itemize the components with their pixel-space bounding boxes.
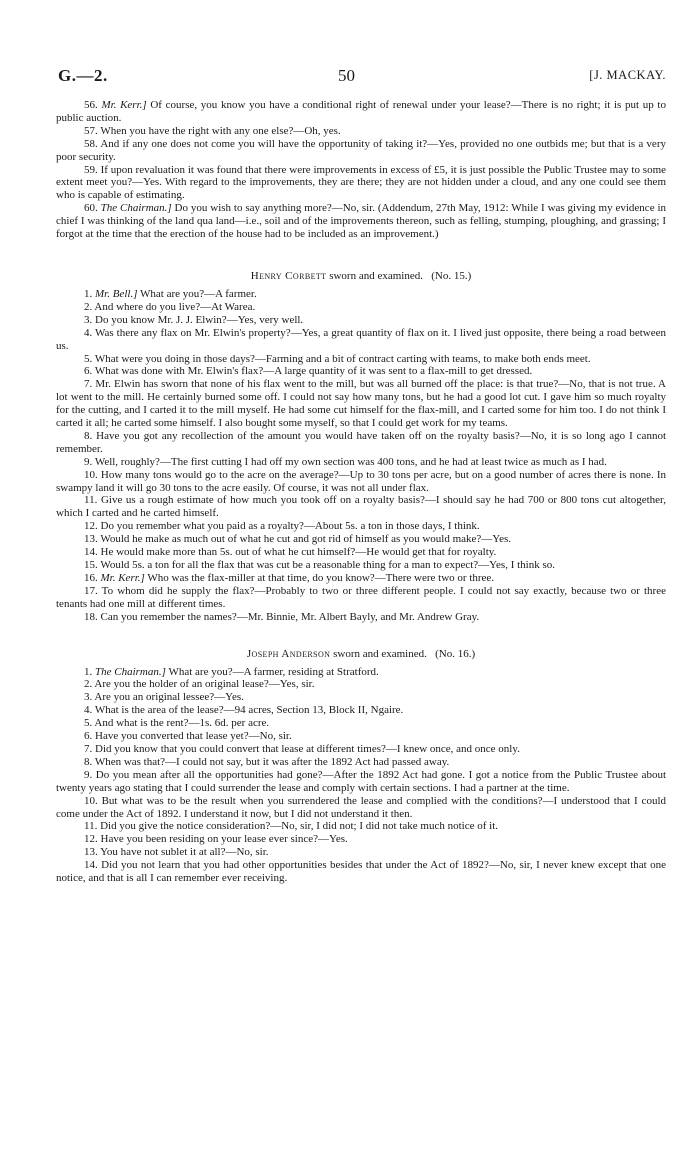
testimony-paragraph	[56, 795, 666, 821]
question-answer-text: What were you doing in those days?—Farming and a bit of contract carting with teams, to make both ends meet.	[94, 352, 591, 365]
question-answer-text: But what was to be the result when you surrendered the lease and complied with the conditions?—I understood that I could come under the Act of 1892. I understand it now, but I did not understand it then.	[56, 794, 666, 820]
title-text: sworn and examined.	[330, 647, 427, 660]
question-answer-text: Did you know that you could convert that lease at different times?—I knew once, and once only.	[95, 742, 520, 755]
page-header	[56, 66, 666, 96]
testimony-paragraph	[56, 430, 666, 456]
question-answer-text: How many tons would go to the acre on the average?—Up to 30 tons per acre, but on a good number of acres there is none. In swampy land it will go 30 tons to the acre easily. Of course, it was not all under flax.	[56, 468, 667, 494]
testimony-paragraph	[56, 859, 666, 885]
testimony-paragraph	[56, 704, 666, 717]
question-number: 12.	[84, 520, 98, 533]
question-answer-text: To whom did he supply the flax?—Probably to two or three different people. I could not say exactly, because two or three tenants had one mill at different times.	[56, 584, 666, 610]
title-text: sworn and examined.	[326, 269, 423, 282]
question-answer-text: Mr. Elwin has sworn that none of his flax went to the mill, but was all burned off the place: is that true?—No, that is not true. A lot went to the mill. He certainly burned some off. I could not say how many tons, but he had a good lot cut. I gave him so much royalty for the cutting, and I carted it to the mill myself. He had some cut himself for the flax-mill, and I carted some for him too. I do not think I carted it all; he carted some himself. I also bought some myself, so that I could get work for my teams.	[56, 378, 667, 430]
question-answer-text: Did you give the notice consideration?—No, sir, I did not; I did not take much notice of it.	[100, 820, 499, 833]
page-number: 50	[338, 66, 355, 85]
testimony-paragraph	[56, 365, 666, 378]
section-mackay-continued	[56, 99, 666, 241]
question-number: 8.	[84, 755, 93, 768]
testimony-paragraph	[56, 353, 666, 366]
testimony-paragraph	[56, 666, 666, 679]
question-answer-text: Have you converted that lease yet?—No, sir.	[95, 730, 292, 743]
question-number: 13.	[84, 846, 98, 859]
testimony-paragraph	[56, 327, 666, 353]
testimony-paragraph	[56, 202, 666, 241]
testimony-paragraph	[56, 559, 666, 572]
speaker-name: Mr. Kerr.]	[100, 571, 145, 584]
testimony-paragraph	[56, 717, 666, 730]
question-answer-text: Do you know Mr. J. J. Elwin?—Yes, very well.	[95, 313, 304, 326]
witness-header: [J. MACKAY.	[589, 68, 666, 82]
question-number: 6.	[84, 365, 93, 378]
question-answer-text: Do you remember what you paid as a royalty?—About 5s. a ton in those days, I think.	[100, 520, 480, 533]
testimony-paragraph	[56, 546, 666, 559]
question-number: 7.	[84, 378, 93, 391]
question-number: 14.	[84, 546, 98, 559]
question-answer-text: Was there any flax on Mr. Elwin's property?—Yes, a great quantity of flax on it. I lived just opposite, there being a road between us.	[56, 326, 666, 352]
question-answer-text: Well, roughly?—The first cutting I had off my own section was 400 tons, and he had at least twice as much as I had.	[94, 455, 607, 468]
question-number: 10.	[84, 794, 98, 807]
question-number: 2.	[84, 300, 93, 313]
question-number: 13.	[84, 533, 98, 546]
testimony-paragraph	[56, 730, 666, 743]
testimony-paragraph	[56, 494, 666, 520]
question-number: 15.	[84, 559, 98, 571]
question-answer-text: When you have the right with any one else?—Oh, yes.	[100, 124, 341, 137]
testimony-paragraph	[56, 833, 666, 846]
question-answer-text: Are you the holder of an original lease?—Yes, sir.	[94, 678, 315, 691]
section-anderson-testimony	[56, 666, 666, 885]
question-number: 9.	[84, 455, 93, 468]
question-answer-text: Are you an original lessee?—Yes.	[94, 691, 244, 704]
question-number: 11.	[84, 494, 98, 507]
question-answer-text: And what is the rent?—1s. 6d. per acre.	[94, 717, 270, 730]
question-number: 9.	[84, 768, 93, 781]
witness-number: (No. 15.)	[431, 269, 472, 282]
question-number: 5.	[84, 352, 93, 365]
question-answer-text: Who was the flax-miller at that time, do you know?—There were two or three.	[144, 571, 495, 584]
question-number: 8.	[84, 429, 93, 442]
question-answer-text: What is the area of the lease?—94 acres, Section 13, Block II, Ngaire.	[94, 704, 404, 717]
testimony-paragraph	[56, 301, 666, 314]
testimony-paragraph	[56, 314, 666, 327]
question-number: 11.	[84, 820, 98, 833]
question-number: 3.	[84, 691, 93, 704]
question-number: 57.	[84, 124, 98, 137]
witness-number: (No. 16.)	[435, 647, 476, 660]
section-title-anderson	[56, 648, 666, 661]
testimony-paragraph	[56, 585, 666, 611]
question-number: 10.	[84, 468, 98, 481]
speaker-name: The Chairman.]	[100, 202, 172, 215]
testimony-paragraph	[56, 533, 666, 546]
question-answer-text: When was that?—I could not say, but it was after the 1892 Act had passed away.	[94, 755, 450, 768]
testimony-paragraph	[56, 164, 666, 203]
section-title-corbett	[56, 270, 666, 283]
testimony-paragraph	[56, 469, 666, 495]
question-answer-text: Of course, you know you have a conditional right of renewal under your lease?—There is no right; it is put up to public auction.	[56, 99, 666, 124]
testimony-paragraph	[56, 678, 666, 691]
question-number: 18.	[84, 610, 98, 623]
testimony-paragraph	[56, 769, 666, 795]
speaker-name: Mr. Kerr.]	[101, 99, 147, 111]
section-corbett-testimony	[56, 288, 666, 624]
question-answer-text: Would he make as much out of what he cut and got rid of himself as you would make?—Yes.	[100, 533, 512, 546]
question-answer-text: What are you?—A farmer.	[137, 287, 257, 300]
testimony-paragraph	[56, 756, 666, 769]
question-answer-text: You have not sublet it at all?—No, sir.	[100, 846, 269, 859]
document-reference: G.—2.	[58, 66, 108, 85]
question-answer-text: He would make more than 5s. out of what he cut himself?—He would get that for royalty.	[100, 546, 497, 559]
question-answer-text: Give us a rough estimate of how much you took off on a royalty basis?—I should say he had 700 or 800 tons cut altogether, which I carted and he carted himself.	[56, 494, 667, 520]
speaker-name: Mr. Bell.]	[95, 287, 138, 300]
question-answer-text: Do you wish to say anything more?—No, sir. (Addendum, 27th May, 1912: While I was giving my evidence in chief I was thinking of the land qua land—i.e., soil and of the improvements thereon, such as felling, stumping, ploughing, and grassing; I forgot at the time that the erection of the house had to be included as an improvement.)	[56, 202, 667, 241]
question-number: 4.	[84, 326, 93, 339]
question-number: 14.	[84, 859, 98, 872]
witness-name: Henry Corbett	[250, 269, 327, 282]
question-number: 6.	[84, 730, 93, 743]
question-answer-text: Would 5s. a ton for all the flax that was cut be a reasonable thing for a man to expect?—Yes, I think so.	[100, 559, 555, 571]
testimony-paragraph	[56, 743, 666, 756]
question-number: 2.	[84, 678, 93, 691]
question-answer-text: Did you not learn that you had other opportunities besides that under the Act of 1892?—No, sir, I never knew except that one notice, and that is all I can remember ever receiving.	[56, 859, 666, 885]
testimony-paragraph	[56, 99, 666, 125]
question-answer-text: What are you?—A farmer, residing at Stratford.	[165, 665, 379, 678]
testimony-paragraph	[56, 611, 666, 624]
question-answer-text: And where do you live?—At Warea.	[94, 300, 256, 313]
testimony-paragraph	[56, 820, 666, 833]
testimony-paragraph	[56, 456, 666, 469]
question-answer-text: Have you been residing on your lease ever since?—Yes.	[100, 833, 348, 846]
question-number: 1.	[84, 287, 93, 300]
question-answer-text: Have you got any recollection of the amount you would have taken off on the royalty basis?—No, it is so long ago I cannot remember.	[56, 429, 666, 455]
speaker-name: The Chairman.]	[95, 665, 166, 678]
question-number: 12.	[84, 833, 98, 846]
testimony-paragraph	[56, 288, 666, 301]
testimony-paragraph	[56, 846, 666, 859]
question-number: 3.	[84, 313, 93, 326]
document-page	[56, 66, 666, 885]
question-number: 16.	[84, 571, 98, 584]
question-answer-text: Can you remember the names?—Mr. Binnie, Mr. Albert Bayly, and Mr. Andrew Gray.	[100, 610, 480, 623]
question-answer-text: And if any one does not come you will have the opportunity of taking it?—Yes, provided no one outbids me; but that is a very poor security.	[56, 137, 666, 163]
testimony-paragraph	[56, 125, 666, 138]
testimony-paragraph	[56, 138, 666, 164]
question-number: 58.	[84, 137, 98, 150]
testimony-paragraph	[56, 378, 666, 430]
question-number: 7.	[84, 742, 93, 755]
question-number: 60.	[84, 202, 98, 215]
question-number: 17.	[84, 584, 98, 597]
question-number: 59.	[84, 163, 98, 176]
question-number: 4.	[84, 704, 93, 717]
testimony-paragraph	[56, 572, 666, 585]
question-number: 1.	[84, 665, 93, 678]
testimony-paragraph	[56, 691, 666, 704]
question-answer-text: What was done with Mr. Elwin's flax?—A large quantity of it was sent to a flax-mill to get dressed.	[94, 365, 533, 378]
question-number: 56.	[84, 99, 98, 111]
testimony-paragraph	[56, 520, 666, 533]
question-number: 5.	[84, 717, 93, 730]
question-answer-text: If upon revaluation it was found that there were improvements in excess of £5, it is just possible the Public Trustee may to some extent meet you?—Yes. With regard to the improvements, they are there; they are not hidden under a cloud, and any one could see them who is capable of estimating.	[56, 163, 667, 202]
question-answer-text: Do you mean after all the opportunities had gone?—After the 1892 Act had gone. I got a notice from the Public Trustee about twenty years ago stating that I could surrender the lease and comply with certain sections. I had a partner at the time.	[56, 768, 667, 794]
witness-name: Joseph Anderson	[246, 647, 331, 660]
